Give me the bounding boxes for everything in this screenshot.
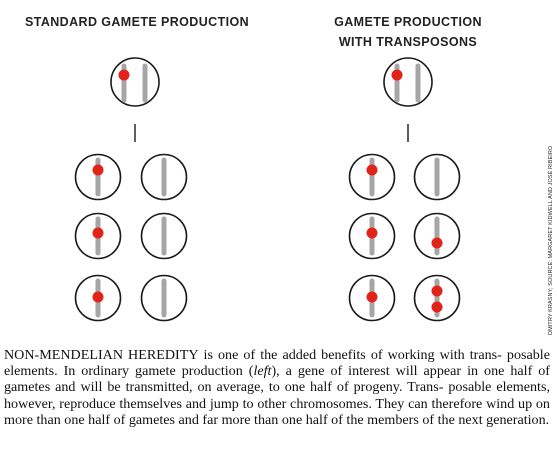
left-panel-title: STANDARD GAMETE PRODUCTION [24, 15, 250, 29]
gamete-cell [415, 155, 460, 200]
gamete-cell [142, 276, 187, 321]
gene-marker [367, 228, 378, 239]
caption-text: posable elements. In ordinary gamete production ( [4, 347, 550, 380]
image-credit: DMITRY KRASNY; SOURCE: MARGARET KIDWELL AND JOSÉ RIBEIRO [548, 145, 554, 335]
left-parent-cell [111, 58, 159, 106]
gene-marker [93, 228, 104, 239]
caption-text: They can therefore wind up on more than one half of gametes and far more than one [4, 395, 550, 428]
caption-text: posable elements, however, reproduce themselves and jump to other chromosomes. [4, 379, 550, 412]
gamete-cell [415, 276, 460, 321]
caption-text: half of the members of the next generation. [305, 411, 550, 428]
caption-lead: NON-MENDELIAN HEREDITY [4, 347, 199, 363]
caption-emphasis: left [253, 363, 272, 380]
gamete-cell [76, 155, 121, 200]
gene-marker [392, 70, 403, 81]
gene-marker [432, 286, 443, 297]
left-gametes [76, 155, 187, 321]
gamete-cell [142, 214, 187, 259]
gene-marker [93, 165, 104, 176]
caption-text: one half of gametes and will be transmitted, on average, to one half of progeny. Trans- [4, 363, 550, 396]
gamete-cell [76, 214, 121, 259]
gene-marker [119, 70, 130, 81]
gene-marker [367, 292, 378, 303]
gamete-cell [142, 155, 187, 200]
figure-caption [4, 347, 550, 428]
gamete-cell [76, 276, 121, 321]
gene-marker [93, 292, 104, 303]
gamete-cell [350, 155, 395, 200]
right-parent-cell [384, 58, 432, 106]
gamete-cell [350, 276, 395, 321]
caption-text: ), a gene of interest will appear in [271, 363, 479, 380]
gene-marker [367, 165, 378, 176]
right-panel-title-line-2: WITH TRANSPOSONS [338, 35, 478, 49]
gamete-cell [350, 214, 395, 259]
right-panel-title-line-1: GAMETE PRODUCTION [334, 15, 482, 29]
right-gametes [350, 155, 460, 321]
gene-marker [432, 238, 443, 249]
gene-marker [432, 302, 443, 313]
caption-text: is one of the added benefits of working with trans- [198, 347, 502, 363]
gamete-cell [415, 214, 460, 259]
